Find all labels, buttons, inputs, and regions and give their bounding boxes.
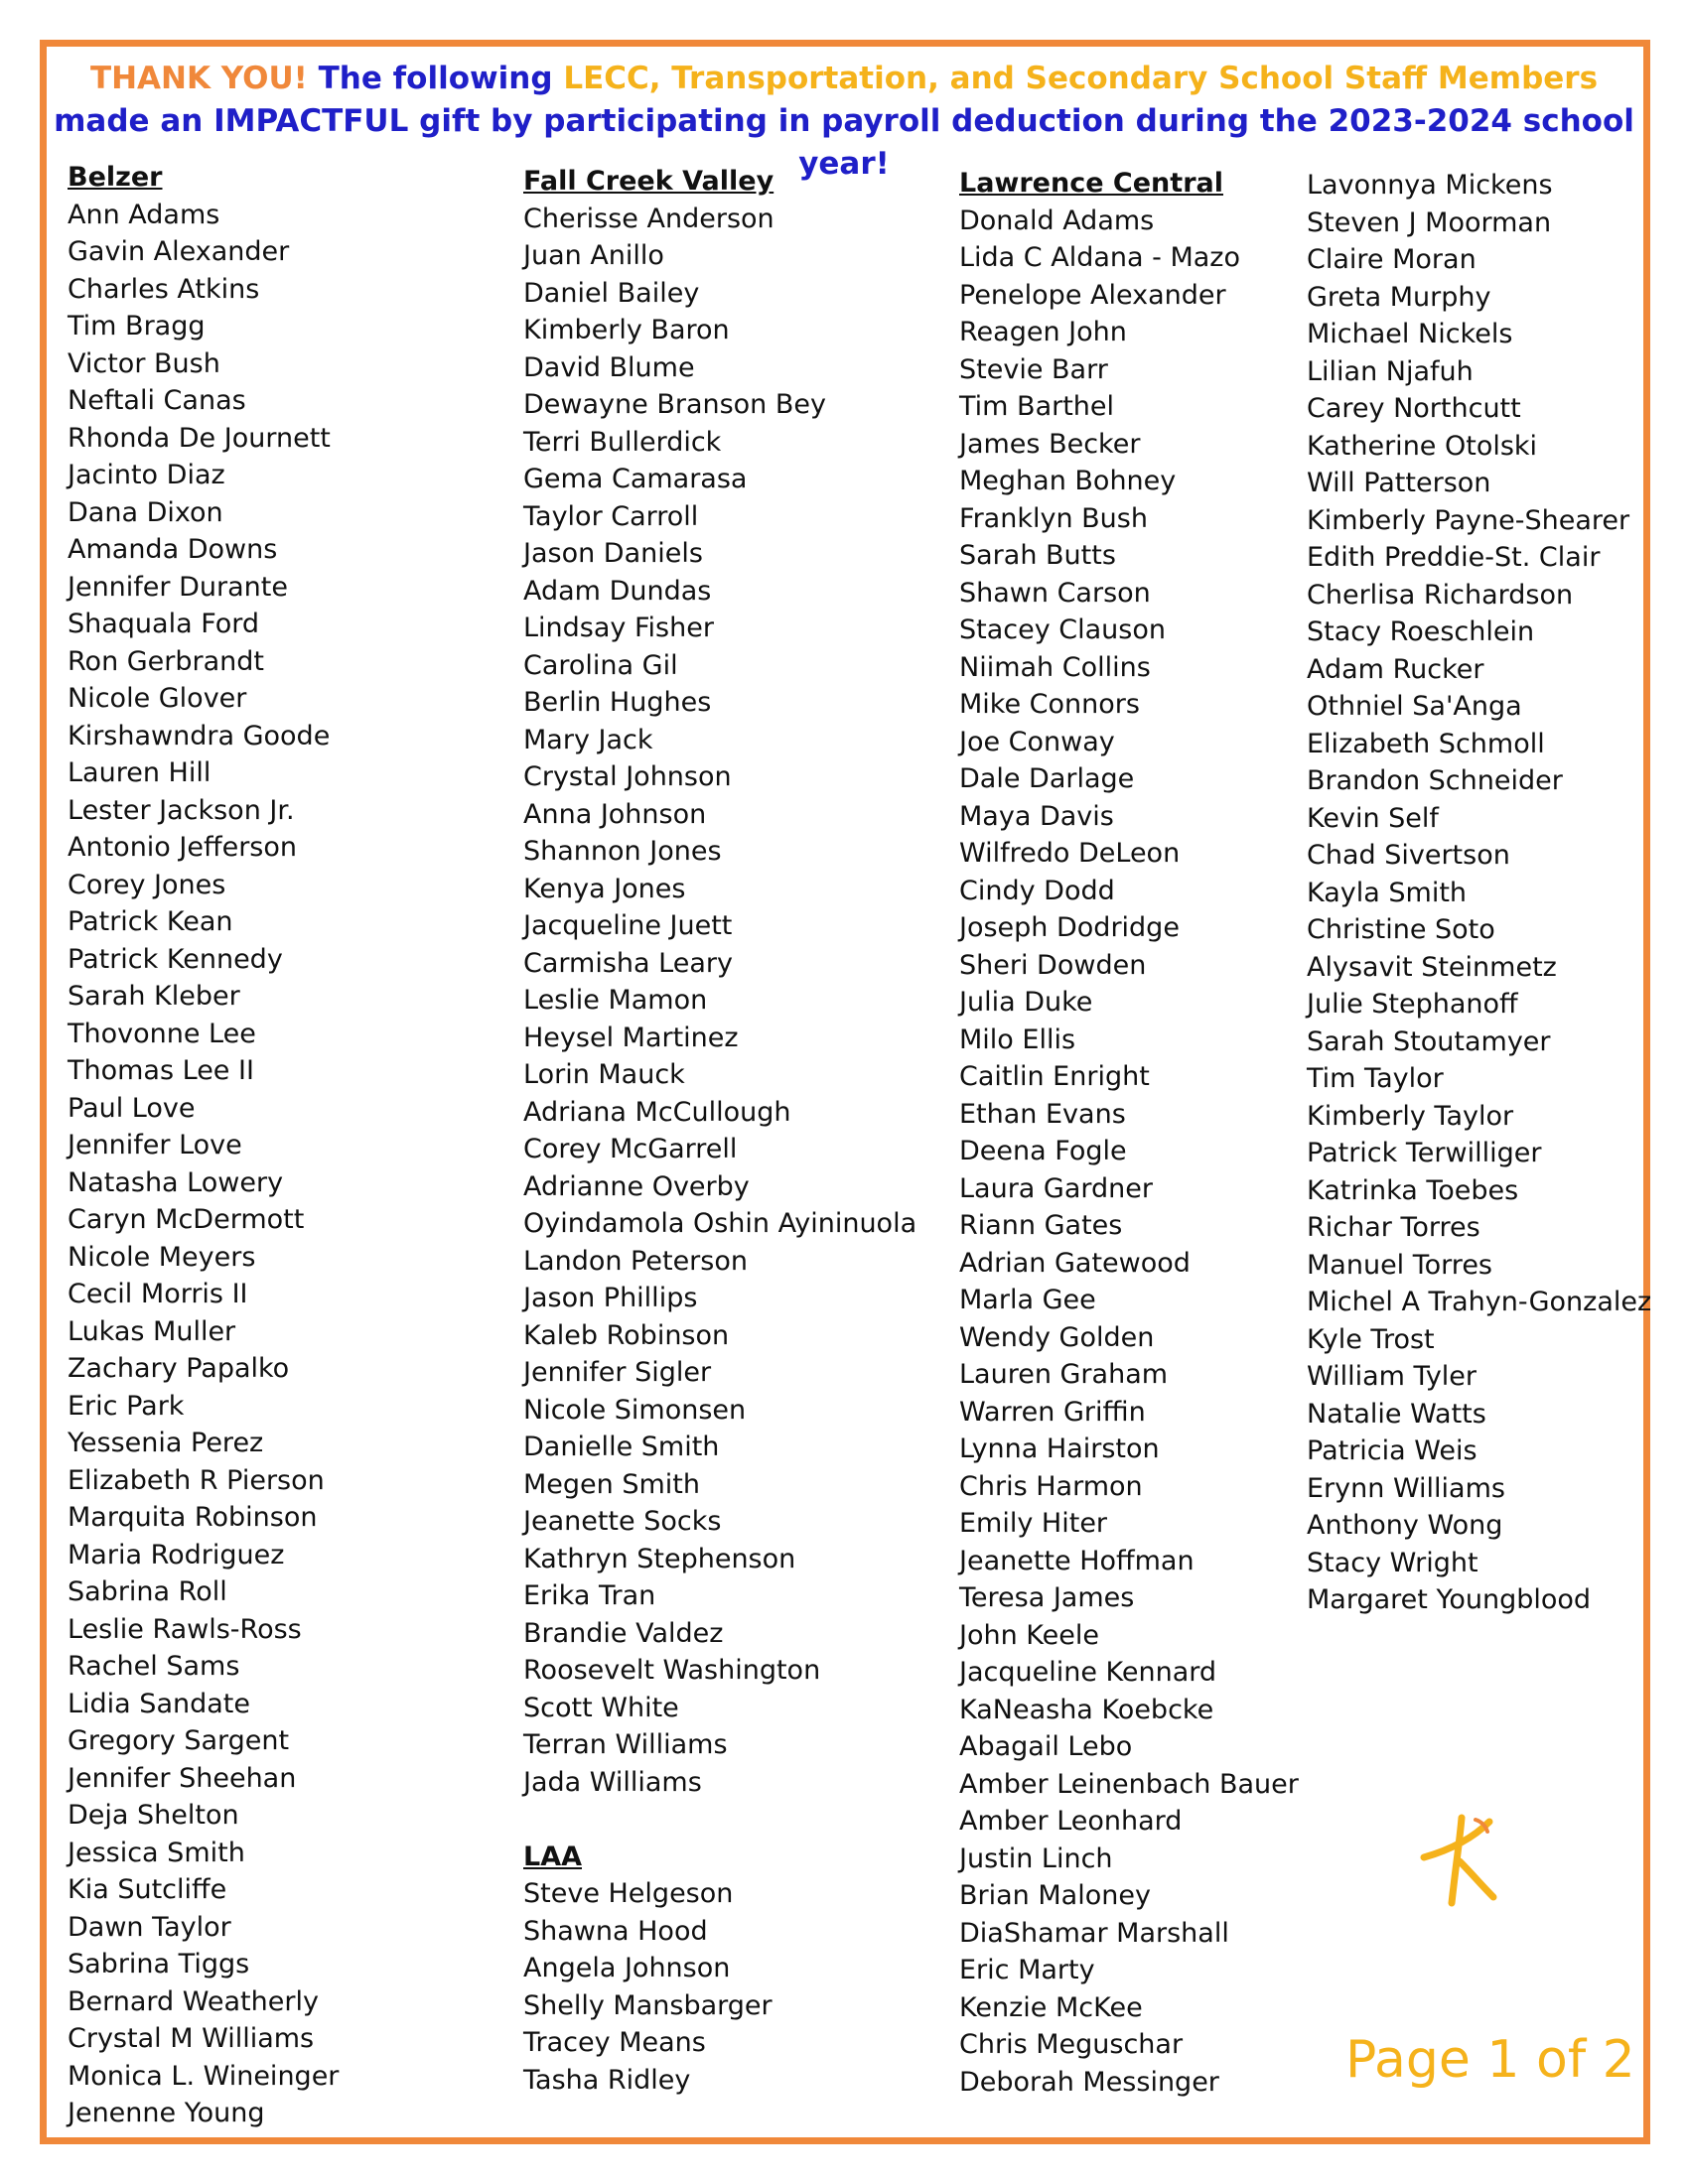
staff-name: Richar Torres	[1307, 1212, 1480, 1243]
staff-name: Mary Jack	[523, 724, 653, 755]
staff-name: Carmisha Leary	[523, 947, 733, 979]
staff-name: Reagen John	[959, 317, 1127, 347]
staff-name: Neftali Canas	[68, 385, 246, 416]
staff-name: Lester Jackson Jr.	[68, 794, 295, 826]
staff-name: Lukas Muller	[68, 1315, 236, 1347]
staff-name: Jessica Smith	[68, 1837, 245, 1868]
staff-name: Victor Bush	[68, 347, 220, 379]
staff-name: Patrick Terwilliger	[1307, 1138, 1542, 1168]
staff-name: Claire Moran	[1307, 244, 1477, 275]
staff-name: Tim Taylor	[1307, 1063, 1444, 1094]
column-lawrence-central	[959, 165, 1299, 2101]
staff-name: Adam Rucker	[1307, 653, 1484, 685]
staff-name: Steven J Moorman	[1307, 206, 1552, 238]
column-lawrence-central-continued	[1307, 167, 1651, 1619]
orange-figure-logo-icon	[1420, 1812, 1509, 1911]
staff-name: Monica L. Wineinger	[68, 2060, 340, 2092]
staff-name: Amber Leinenbach Bauer	[959, 1768, 1299, 1800]
staff-name: Thomas Lee II	[68, 1055, 254, 1086]
staff-name: Stevie Barr	[959, 353, 1108, 385]
staff-name: Caryn McDermott	[68, 1204, 305, 1235]
staff-name: Jennifer Durante	[68, 571, 288, 603]
staff-name: Natasha Lowery	[68, 1166, 284, 1198]
staff-name: Lynna Hairston	[959, 1433, 1160, 1464]
staff-name: Ann Adams	[68, 199, 220, 230]
staff-name: Kimberly Payne-Shearer	[1307, 504, 1630, 536]
staff-name: Oyindamola Oshin Ayininuola	[523, 1208, 917, 1239]
staff-name: Nicole Glover	[68, 683, 247, 714]
staff-name: Terran Williams	[523, 1729, 728, 1760]
staff-name: Sarah Butts	[959, 540, 1116, 571]
staff-name: Cherisse Anderson	[523, 203, 774, 234]
staff-name: Julie Stephanoff	[1307, 989, 1518, 1020]
staff-name: Milo Ellis	[959, 1024, 1076, 1055]
staff-name: Shawna Hood	[523, 1915, 708, 1947]
staff-name: William Tyler	[1307, 1361, 1477, 1392]
staff-name: Kenya Jones	[523, 873, 686, 904]
staff-name: Tracey Means	[523, 2027, 706, 2058]
staff-name: Lorin Mauck	[523, 1059, 685, 1090]
staff-name: Juan Anillo	[523, 240, 664, 271]
staff-name: Charles Atkins	[68, 273, 260, 305]
staff-name: Roosevelt Washington	[523, 1655, 821, 1686]
staff-name: Lilian Njafuh	[1307, 355, 1474, 387]
staff-name: Brandon Schneider	[1307, 765, 1563, 796]
group-title-belzer: Belzer	[68, 162, 163, 193]
staff-name: Lauren Graham	[959, 1359, 1169, 1390]
staff-name: Teresa James	[959, 1582, 1135, 1613]
staff-name: KaNeasha Koebcke	[959, 1694, 1214, 1725]
staff-name: Jacinto Diaz	[68, 460, 225, 490]
staff-name: Joe Conway	[959, 726, 1115, 757]
staff-name: Shannon Jones	[523, 836, 722, 867]
staff-name: Mike Connors	[959, 689, 1140, 720]
staff-name: Adam Dundas	[523, 575, 712, 607]
staff-name: Riann Gates	[959, 1210, 1123, 1241]
staff-name: Caitlin Enright	[959, 1061, 1150, 1092]
staff-name: Michel A Trahyn-Gonzalez	[1307, 1287, 1652, 1317]
staff-name: Wilfredo DeLeon	[959, 838, 1181, 869]
staff-name: Manuel Torres	[1307, 1249, 1492, 1281]
staff-name: Deja Shelton	[68, 1800, 239, 1831]
staff-name: Elizabeth R Pierson	[68, 1464, 325, 1496]
staff-name: Penelope Alexander	[959, 279, 1226, 311]
name-list-lawrence-central-continued	[1307, 167, 1651, 1619]
staff-name: Kaleb Robinson	[523, 1319, 730, 1351]
staff-name: Tasha Ridley	[523, 2064, 691, 2096]
staff-name: Elizabeth Schmoll	[1307, 728, 1545, 759]
staff-name: Paul Love	[68, 1092, 196, 1124]
name-list-laa	[523, 1875, 916, 2099]
staff-name: Dawn Taylor	[68, 1911, 231, 1943]
staff-name: Othniel Sa'Anga	[1307, 691, 1522, 722]
staff-name: Kevin Self	[1307, 802, 1439, 834]
staff-name: Corey Jones	[68, 869, 226, 900]
column-fall-creek-valley	[523, 163, 916, 2099]
staff-name: Lindsay Fisher	[523, 613, 714, 643]
staff-name: Marla Gee	[959, 1285, 1096, 1315]
staff-name: Edith Preddie-St. Clair	[1307, 542, 1601, 573]
staff-name: Justin Linch	[959, 1843, 1113, 1874]
staff-name: Daniel Bailey	[523, 277, 700, 309]
staff-name: Brian Maloney	[959, 1880, 1151, 1911]
staff-name: Gavin Alexander	[68, 236, 290, 267]
staff-name: Ethan Evans	[959, 1098, 1126, 1130]
staff-name: Cherlisa Richardson	[1307, 579, 1574, 611]
staff-name: Marquita Robinson	[68, 1502, 318, 1533]
staff-name: Kayla Smith	[1307, 877, 1468, 908]
staff-name: Natalie Watts	[1307, 1398, 1486, 1430]
staff-name: Yessenia Perez	[68, 1428, 264, 1458]
staff-name: Dana Dixon	[68, 496, 223, 528]
staff-name: Jacqueline Kennard	[959, 1657, 1217, 1688]
staff-name: Stacy Wright	[1307, 1547, 1478, 1578]
header-message-text: made an IMPACTFUL gift by participating in payroll deduction during the 2023-2024 school year!	[54, 103, 1634, 182]
staff-name: Nicole Simonsen	[523, 1394, 747, 1426]
staff-name: Taylor Carroll	[523, 500, 699, 532]
staff-name: Abagail Lebo	[959, 1731, 1133, 1762]
staff-name: Jenenne Young	[68, 2098, 265, 2128]
staff-name: Gregory Sargent	[68, 1725, 290, 1756]
thank-you-text: THANK YOU!	[89, 61, 308, 96]
staff-name: Maria Rodriguez	[68, 1539, 285, 1570]
staff-name: Chad Sivertson	[1307, 840, 1510, 871]
staff-name: Berlin Hughes	[523, 687, 712, 718]
staff-name: John Keele	[959, 1619, 1099, 1651]
staff-name: Jennifer Love	[68, 1130, 242, 1160]
staff-name: Rhonda De Journett	[68, 422, 331, 454]
staff-name: Meghan Bohney	[959, 466, 1177, 496]
staff-name: Tim Bragg	[68, 311, 206, 341]
staff-name: Cecil Morris II	[68, 1279, 248, 1309]
staff-name: Franklyn Bush	[959, 502, 1148, 534]
staff-name: Katherine Otolski	[1307, 430, 1538, 462]
staff-name: Joseph Dodridge	[959, 912, 1180, 943]
staff-name: Kathryn Stephenson	[523, 1543, 796, 1574]
staff-name: Shelly Mansbarger	[523, 1989, 773, 2021]
staff-name: Megen Smith	[523, 1468, 700, 1500]
staff-name: Amber Leonhard	[959, 1806, 1183, 1837]
staff-name: Danielle Smith	[523, 1432, 720, 1462]
staff-name: Kimberly Taylor	[1307, 1100, 1514, 1132]
staff-name: Leslie Mamon	[523, 985, 708, 1016]
staff-name: Lidia Sandate	[68, 1688, 250, 1719]
name-list-belzer	[68, 197, 339, 2132]
staff-name: Jennifer Sheehan	[68, 1762, 297, 1794]
staff-name: Jeanette Socks	[523, 1506, 722, 1537]
staff-name: Terri Bullerdick	[523, 426, 722, 458]
staff-name: Crystal M Williams	[68, 2023, 315, 2054]
header-intro-text: The following	[307, 61, 564, 96]
staff-name: Stacey Clauson	[959, 614, 1166, 645]
staff-name: Bernard Weatherly	[68, 1985, 319, 2017]
staff-name: Carolina Gil	[523, 649, 678, 681]
staff-name: Landon Peterson	[523, 1245, 748, 1277]
staff-name: Ron Gerbrandt	[68, 645, 265, 677]
staff-name: Kimberly Baron	[523, 315, 730, 345]
staff-name: Katrinka Toebes	[1307, 1174, 1519, 1206]
staff-name: Patricia Weis	[1307, 1435, 1477, 1466]
staff-name: Rachel Sams	[68, 1651, 240, 1682]
staff-name: Margaret Youngblood	[1307, 1584, 1592, 1615]
staff-name: Dale Darlage	[959, 763, 1135, 794]
staff-name: Corey McGarrell	[523, 1134, 738, 1164]
header-groups-text: LECC, Transportation, and Secondary School Staff Members	[563, 61, 1599, 96]
staff-name: Shaquala Ford	[68, 609, 260, 639]
staff-name: Jeanette Hoffman	[959, 1545, 1195, 1576]
staff-name: Crystal Johnson	[523, 761, 732, 792]
staff-name: Kirshawndra Goode	[68, 720, 331, 751]
staff-name: Anthony Wong	[1307, 1510, 1503, 1541]
staff-name: Antonio Jefferson	[68, 832, 297, 863]
staff-name: Eric Park	[68, 1390, 185, 1422]
staff-name: Julia Duke	[959, 987, 1093, 1018]
staff-name: Erynn Williams	[1307, 1472, 1505, 1504]
staff-name: DiaShamar Marshall	[959, 1917, 1229, 1949]
staff-name: Chris Meguschar	[959, 2029, 1184, 2060]
column-belzer	[68, 159, 339, 2132]
staff-name: Thovonne Lee	[68, 1018, 256, 1049]
staff-name: Chris Harmon	[959, 1470, 1143, 1502]
staff-name: Wendy Golden	[959, 1321, 1155, 1353]
staff-name: Warren Griffin	[959, 1396, 1146, 1428]
staff-name: Amanda Downs	[68, 534, 278, 565]
staff-name: Sarah Kleber	[68, 981, 240, 1012]
staff-name: David Blume	[523, 351, 695, 383]
staff-name: Donald Adams	[959, 205, 1155, 236]
staff-name: Patrick Kennedy	[68, 943, 283, 975]
staff-name: Sheri Dowden	[959, 949, 1147, 981]
staff-name: Laura Gardner	[959, 1172, 1153, 1204]
staff-name: Christine Soto	[1307, 914, 1495, 945]
staff-name: Sabrina Tiggs	[68, 1949, 250, 1979]
page-number-label: Page 1 of 2	[1345, 2030, 1635, 2090]
staff-name: Adrian Gatewood	[959, 1247, 1191, 1279]
name-list-lawrence-central	[959, 203, 1299, 2102]
staff-name: Brandie Valdez	[523, 1617, 724, 1649]
staff-name: Deborah Messinger	[959, 2066, 1219, 2098]
staff-name: Niimah Collins	[959, 651, 1151, 683]
staff-name: Leslie Rawls-Ross	[68, 1613, 302, 1645]
staff-name: Eric Marty	[959, 1955, 1095, 1985]
staff-name: Kia Sutcliffe	[68, 1874, 227, 1905]
staff-name: Stacy Roeschlein	[1307, 616, 1535, 647]
staff-name: Dewayne Branson Bey	[523, 389, 826, 420]
staff-name: Scott White	[523, 1692, 679, 1723]
staff-name: Jason Phillips	[523, 1283, 698, 1313]
staff-name: Sarah Stoutamyer	[1307, 1025, 1551, 1057]
staff-name: Adrianne Overby	[523, 1170, 750, 1202]
staff-name: Patrick Kean	[68, 906, 233, 937]
staff-name: Lauren Hill	[68, 757, 211, 788]
name-list-fall-creek-valley	[523, 201, 916, 1802]
staff-name: Tim Barthel	[959, 391, 1115, 422]
staff-name: Kenzie McKee	[959, 1991, 1143, 2023]
staff-name: Carey Northcutt	[1307, 393, 1521, 424]
staff-name: Steve Helgeson	[523, 1878, 734, 1909]
staff-name: Jada Williams	[523, 1766, 702, 1798]
staff-name: Shawn Carson	[959, 577, 1151, 609]
staff-name: Anna Johnson	[523, 798, 707, 830]
group-title-fall-creek-valley: Fall Creek Valley	[523, 166, 774, 197]
staff-name: Maya Davis	[959, 800, 1114, 832]
staff-name: Jennifer Sigler	[523, 1357, 712, 1388]
staff-name: Cindy Dodd	[959, 875, 1115, 906]
staff-name: Lavonnya Mickens	[1307, 170, 1553, 201]
staff-name: Deena Fogle	[959, 1136, 1127, 1166]
staff-name: Lida C Aldana - Mazo	[959, 242, 1240, 273]
staff-name: Erika Tran	[523, 1580, 656, 1611]
staff-name: Angela Johnson	[523, 1953, 731, 1983]
staff-name: James Becker	[959, 428, 1141, 460]
staff-name: Greta Murphy	[1307, 281, 1491, 313]
staff-name: Kyle Trost	[1307, 1323, 1435, 1355]
staff-name: Heysel Martinez	[523, 1022, 739, 1053]
group-title-laa: LAA	[523, 1841, 582, 1872]
staff-name: Michael Nickels	[1307, 319, 1513, 349]
staff-name: Emily Hiter	[959, 1508, 1108, 1539]
staff-name: Adriana McCullough	[523, 1096, 791, 1128]
staff-name: Jacqueline Juett	[523, 910, 733, 941]
staff-name: Gema Camarasa	[523, 464, 748, 494]
staff-name: Zachary Papalko	[68, 1353, 290, 1384]
staff-name: Alysavit Steinmetz	[1307, 951, 1557, 983]
staff-name: Nicole Meyers	[68, 1241, 256, 1273]
group-title-lawrence-central: Lawrence Central	[959, 168, 1223, 199]
staff-name: Will Patterson	[1307, 468, 1491, 498]
staff-name: Sabrina Roll	[68, 1576, 227, 1607]
staff-name: Jason Daniels	[523, 538, 703, 569]
